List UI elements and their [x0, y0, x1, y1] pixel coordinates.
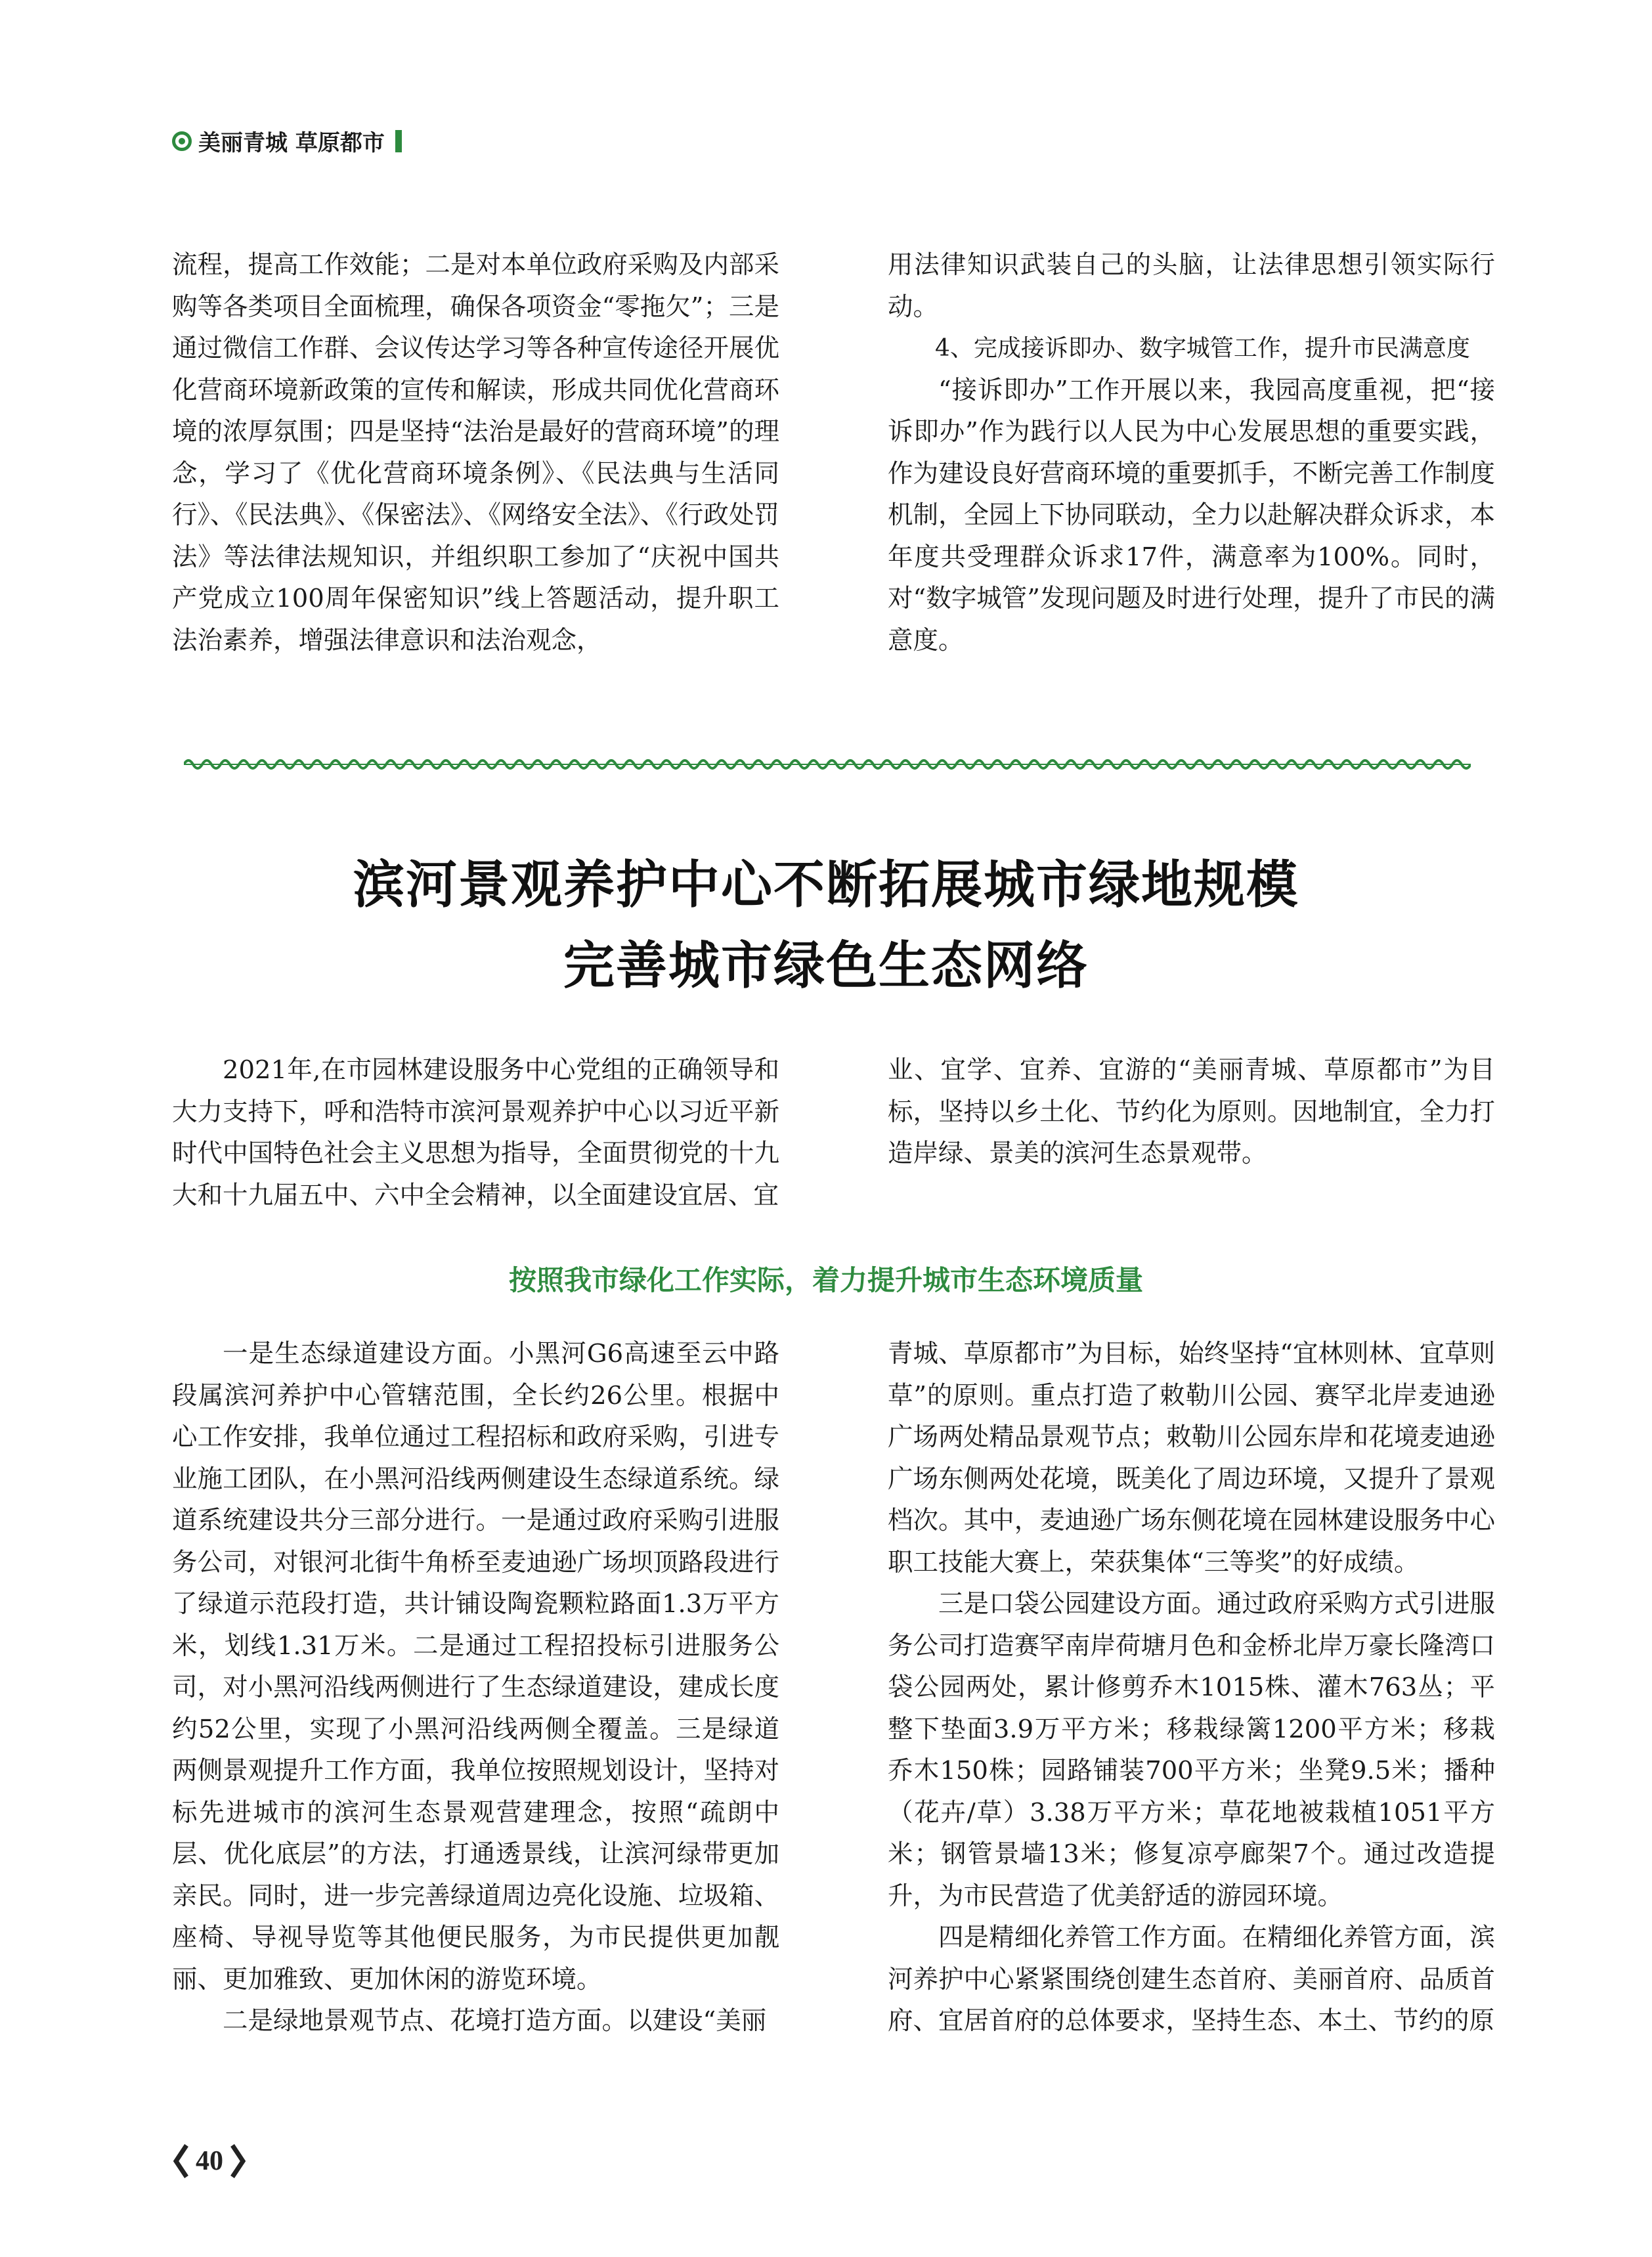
paragraph-body: 小黑河G6高速至云中路段属滨河养护中心管辖范围，全长约26公里。根据中心工作安排，我单位通过工程招标和政府采购，引进专业施工团队，在小黑河沿线两侧建设生态绿道系统。绿道系统建设共分三部分进行。一是通过政府采购引进服务公司，对银河北街牛角桥至麦迪逊广场坝顶路段进行了绿道示范段打造，共计铺设陶瓷颗粒路面1.3万平方米，划线1.31万米。二是通过工程招投标引进服务公司，对小黑河沿线两侧进行了生态绿道建设，建成长度约52公里，实现了小黑河沿线两侧全覆盖。三是绿道两侧景观提升工作方面，我单位按照规划设计，坚持对标先进城市的滨河生态景观营建理念，按照“疏朗中层、优化底层”的方法，打通透景线，让滨河绿带更加亲民。同时，进一步完善绿道周边亮化设施、垃圾箱、座椅、导视导览等其他便民服务，为市民提供更加靓丽、更加雅致、更加休闲的游览环境。 — [172, 1339, 779, 1994]
chevron-left-icon — [171, 2143, 193, 2180]
section-heading: 4、完成接诉即办、数字城管工作，提升市民满意度 — [935, 335, 1470, 362]
paragraph — [172, 1333, 779, 2000]
intro-right-column — [888, 1049, 1495, 1175]
body-right-column — [888, 1333, 1495, 2042]
paragraph-lead: 一是生态绿道建设方面。 — [223, 1339, 509, 1369]
article-title-line-1: 滨河景观养护中心不断拓展城市绿地规模 — [353, 856, 1299, 915]
paragraph-lead: 四是精细化养管工作方面。 — [938, 1923, 1242, 1952]
paragraph: “接诉即办”工作开展以来，我园高度重视，把“接诉即办”作为践行以人民为中心发展思想的重要实践，作为建设良好营商环境的重要抓手，不断完善工作制度机制，全园上下协同联动，全力以赴解决群众诉求，本年度共受理群众诉求17件，满意率为100%。同时，对“数字城管”发现问题及时进行处理，提升了市民的满意度。 — [888, 375, 1495, 655]
paragraph: 流程，提高工作效能；二是对本单位政府采购及内部采购等各类项目全面梳理，确保各项资金“零拖欠”；三是通过微信工作群、会议传达学习等各种宣传途径开展优化营商环境新政策的宣传和解读，形成共同优化营商环境的浓厚氛围；四是坚持“法治是最好的营商环境”的理念，学习了《优化营商环境条例》、《民法典与生活同行》、《民法典》、《保密法》、《网络安全法》、《行政处罚法》等法律法规知识，并组织职工参加了“庆祝中国共产党成立100周年保密知识”线上答题活动，提升职工法治素养，增强法律意识和法治观念， — [172, 250, 779, 655]
paragraph-lead: 二是绿地景观节点、花境打造方面。 — [223, 2006, 628, 2036]
page-number — [171, 2143, 248, 2180]
paragraph — [172, 2000, 779, 2042]
paragraph — [888, 1917, 1495, 2042]
paragraph-body: 通过政府采购方式引进服务公司打造赛罕南岸荷塘月色和金桥北岸万豪长隆湾口袋公园两处，累计修剪乔木1015株、灌木763丛；平整下垫面3.9万平方米；移栽绿篱1200平方米；移栽乔木150株；园路铺装700平方米；坐凳9.5米；播种（花卉/草）3.38万平方米；草花地被栽植1051平方米；钢管景墙13米；修复凉亭廊架7个。通过改造提升，为市民营造了优美舒适的游园环境。 — [888, 1589, 1495, 1911]
paragraph: 青城、草原都市”为目标，始终坚持“宜林则林、宜草则草”的原则。重点打造了敕勒川公园、赛罕北岸麦迪逊广场两处精品景观节点；敕勒川公园东岸和花境麦迪逊广场东侧两处花境，既美化了周边环境，又提升了景观档次。其中，麦迪逊广场东侧花境在园林建设服务中心职工技能大赛上，荣获集体“三等奖”的好成绩。 — [888, 1339, 1495, 1577]
paragraph-lead: 三是口袋公园建设方面。 — [938, 1589, 1217, 1619]
article-title-line-2: 完善城市绿色生态网络 — [563, 936, 1089, 996]
running-header — [172, 125, 402, 157]
wavy-divider — [184, 755, 1471, 774]
section-subheading: 按照我市绿化工作实际，着力提升城市生态环境质量 — [508, 1264, 1143, 1296]
page-number-text: 40 — [196, 2146, 223, 2176]
body-left-column — [172, 1333, 779, 2042]
header-bar-icon — [395, 130, 402, 152]
paragraph: 用法律知识武装自己的头脑，让法律思想引领实际行动。 — [888, 250, 1495, 322]
chevron-right-icon — [226, 2143, 248, 2180]
paragraph: 业、宜学、宜养、宜游的“美丽青城、草原都市”为目标，坚持以乡土化、节约化为原则。因地制宜，全力打造岸绿、景美的滨河生态景观带。 — [888, 1055, 1495, 1168]
paragraph: 2021年,在市园林建设服务中心党组的正确领导和大力支持下，呼和浩特市滨河景观养护中心以习近平新时代中国特色社会主义思想为指导，全面贯彻党的十九大和十九届五中、六中全会精神，以全面建设宜居、宜 — [172, 1055, 779, 1210]
intro-left-column — [172, 1049, 779, 1216]
header-text: 美丽青城 草原都市 — [198, 130, 385, 156]
top-right-column — [888, 244, 1495, 661]
paragraph-body: 在精细化养管方面，滨河养护中心紧紧围绕创建生态首府、美丽首府、品质首府、宜居首府的总体要求，坚持生态、本土、节约的原 — [888, 1923, 1495, 2036]
circle-logo-icon — [172, 131, 192, 151]
paragraph-body: 以建设“美丽 — [627, 2006, 767, 2036]
paragraph — [888, 1583, 1495, 1917]
top-left-column — [172, 244, 779, 661]
